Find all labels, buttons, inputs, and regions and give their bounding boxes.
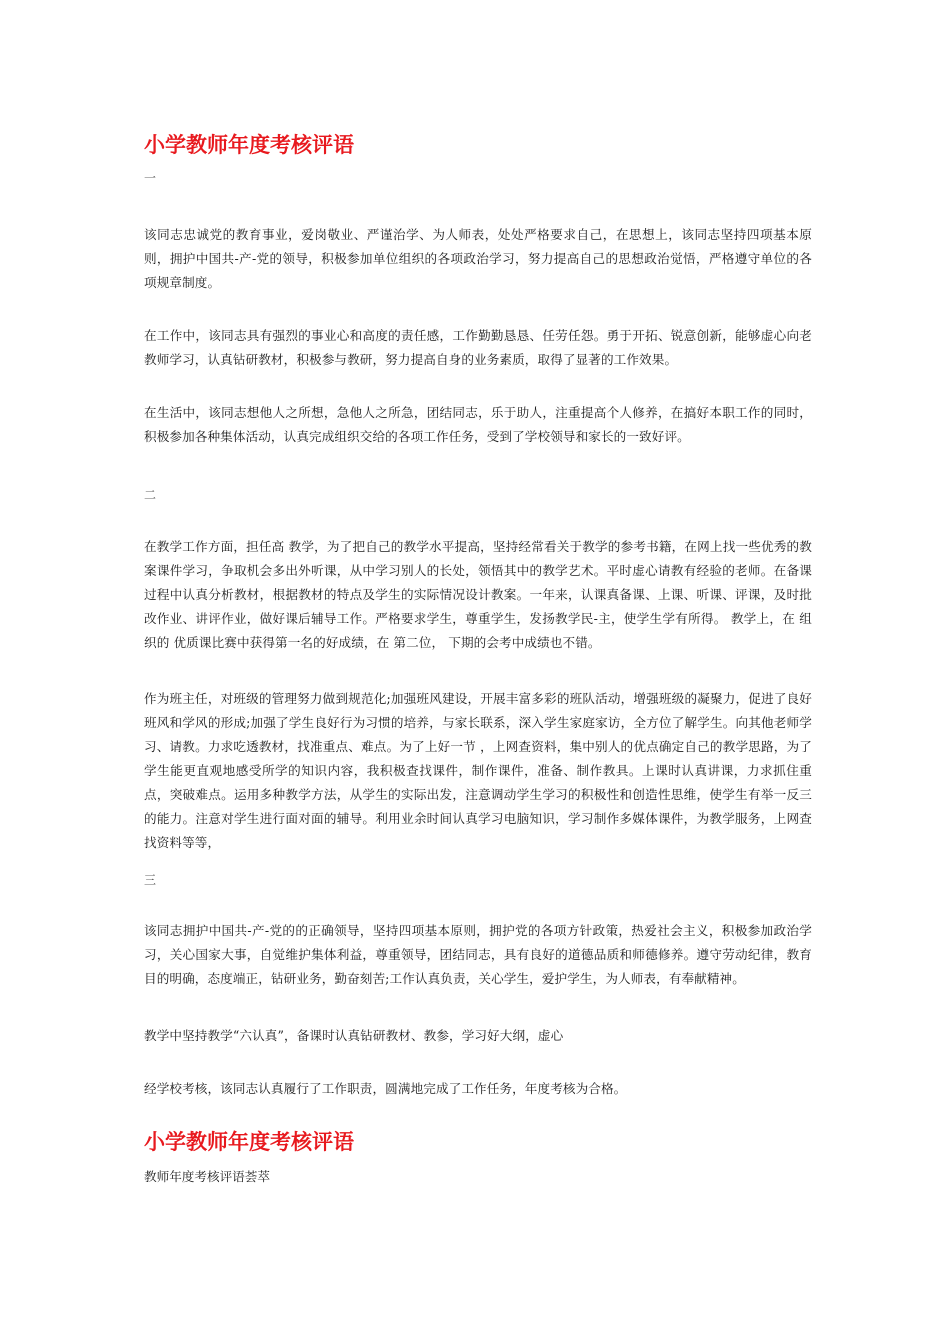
document-title: 小学教师年度考核评语 <box>144 132 354 157</box>
paragraph: 在教学工作方面，担任高 教学，为了把自己的教学水平提高，坚持经常看关于教学的参考书籍，在网上找一些优秀的教案课件学习，争取机会多出外听课，从中学习别人的长处，领悟其中的教学艺术。平时虚心请教有经验的老师。在备课过程中认真分析教材，根据教材的特点及学生的实际情况设计教案。一年来，认课真备课、上课、听课、评课，及时批改作业、讲评作业，做好课后辅导工作。严格要求学生，尊重学生，发扬教学民-主，使学生学有所得。 教学上，在 组织的 优质课比赛中获得第一名的好成绩，在 第二位， 下期的会考中成绩也不错。 <box>144 539 812 650</box>
paragraph: 该同志忠诚党的教育事业，爱岗敬业、严谨治学、为人师表，处处严格要求自己，在思想上，该同志坚持四项基本原则，拥护中国共-产-党的领导，积极参加单位组织的各项政治学习，努力提高自己的思想政治觉悟，严格遵守单位的各项规章制度。 <box>144 227 812 290</box>
second-subtitle: 教师年度考核评语荟萃 <box>144 1169 270 1184</box>
paragraph: 经学校考核，该同志认真履行了工作职责，圆满地完成了工作任务，年度考核为合格。 <box>144 1081 627 1096</box>
section-marker-1: 一 <box>144 171 157 185</box>
section-marker-2: 二 <box>144 488 157 502</box>
section-marker-3: 三 <box>144 873 157 887</box>
paragraph: 教学中坚持教学“六认真”，备课时认真钻研教材、教参，学习好大纲，虚心 <box>144 1028 564 1043</box>
paragraph: 作为班主任，对班级的管理努力做到规范化;加强班风建设，开展丰富多彩的班队活动，增强班级的凝聚力，促进了良好班风和学风的形成;加强了学生良好行为习惯的培养，与家长联系，深入学生家庭家访，全方位了解学生。向其他老师学习、请教。力求吃透教材，找准重点、难点。为了上好一节 ，上网查资料，集中别人的优点确定自己的教学思路，为了学生能更直观地感受所学的知识内容，我积极查找课件，制作课件，准备、制作教具。上课时认真讲课，力求抓住重点，突破难点。运用多种教学方法，从学生的实际出发，注意调动学生学习的积极性和创造性思维，使学生有举一反三的能力。注意对学生进行面对面的辅导。利用业余时间认真学习电脑知识，学习制作多媒体课件，为教学服务，上网查找资料等等， <box>144 691 812 850</box>
paragraph: 该同志拥护中国共-产-党的的正确领导，坚持四项基本原则，拥护党的各项方针政策，热爱社会主义，积极参加政治学习，关心国家大事，自觉维护集体利益，尊重领导，团结同志，具有良好的道德品质和师德修养。遵守劳动纪律，教育目的明确，态度端正，钻研业务，勤奋刻苦;工作认真负责，关心学生，爱护学生，为人师表，有奉献精神。 <box>144 923 812 986</box>
paragraph: 在工作中，该同志具有强烈的事业心和高度的责任感，工作勤勤恳恳、任劳任怨。勇于开拓、锐意创新，能够虚心向老教师学习，认真钻研教材，积极参与教研，努力提高自身的业务素质，取得了显著的工作效果。 <box>144 328 812 367</box>
paragraph: 在生活中，该同志想他人之所想，急他人之所急，团结同志，乐于助人，注重提高个人修养，在搞好本职工作的同时，积极参加各种集体活动，认真完成组织交给的各项工作任务，受到了学校领导和家长的一致好评。 <box>144 405 812 444</box>
second-title: 小学教师年度考核评语 <box>144 1129 354 1154</box>
